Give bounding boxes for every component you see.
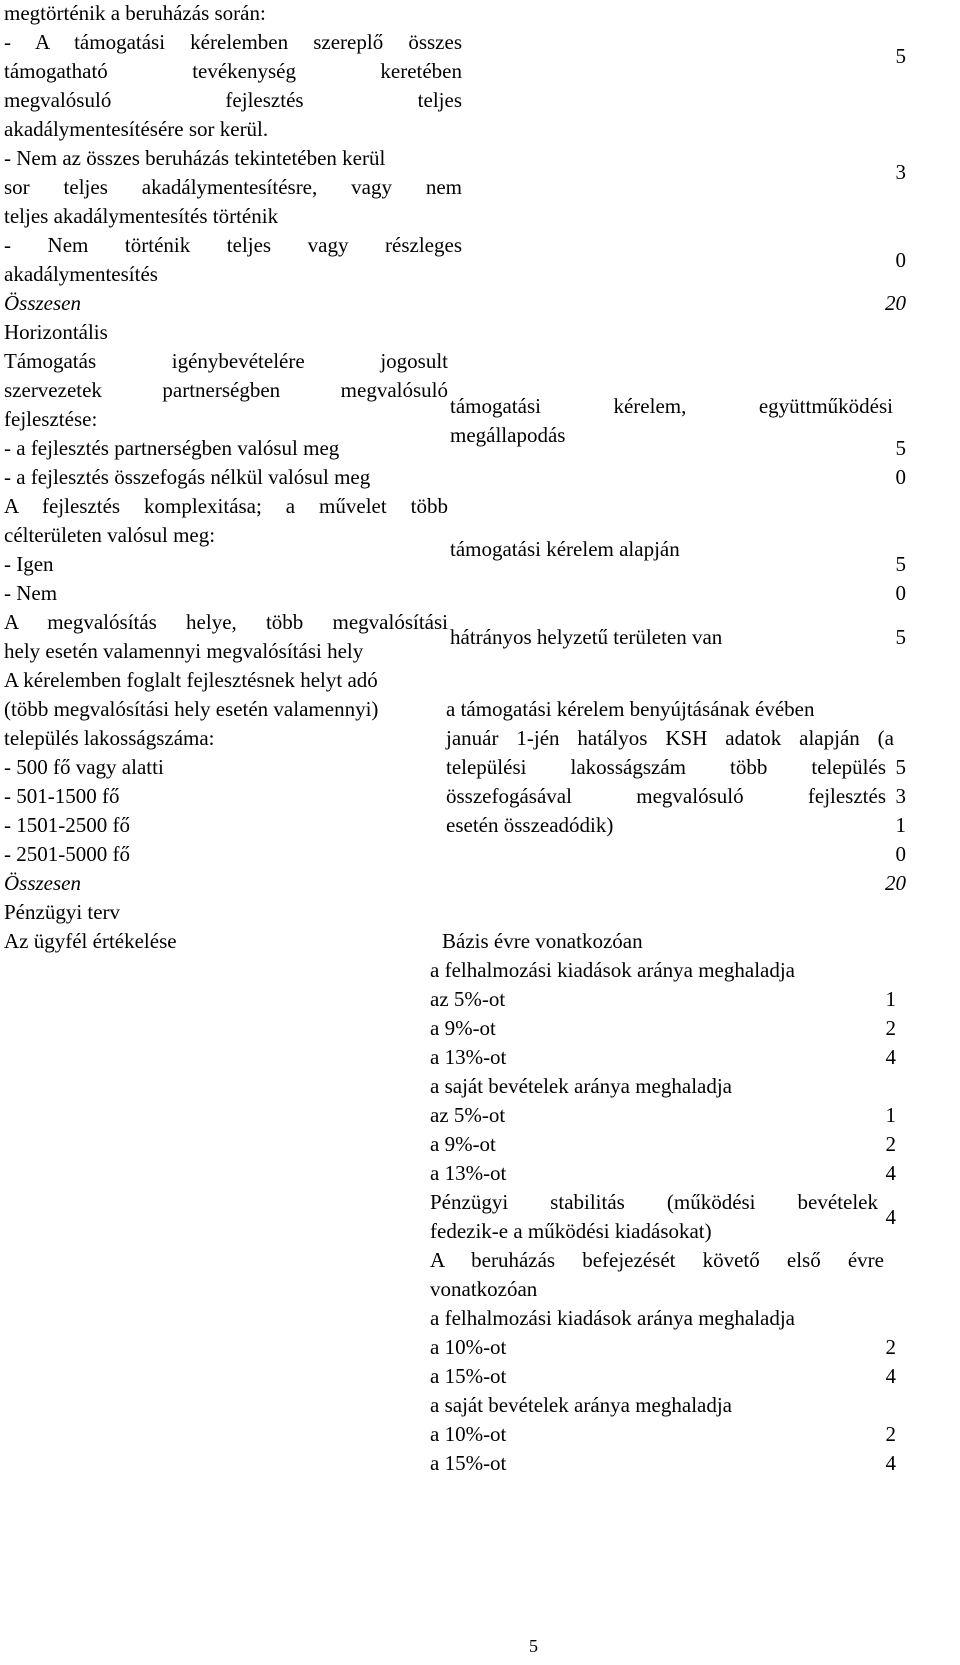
option-text: - 1501-2500 fő [4, 813, 130, 837]
option-text: - Nem [4, 581, 58, 605]
source-text: január 1-jén hatályos KSH adatok alapján (a [446, 726, 894, 750]
ratio-text: a saját bevételek aránya meghaladja [430, 1074, 732, 1098]
score: 4 [885, 1205, 896, 1229]
criterion-text: célterületen valósul meg: [4, 523, 216, 547]
score: 4 [885, 1364, 896, 1388]
score: 0 [895, 465, 906, 489]
score: 1 [885, 987, 896, 1011]
option-text: a 9%-ot [430, 1132, 496, 1156]
source-text: települési lakosságszám több település [446, 755, 886, 779]
option-text: akadálymentesítésére sor kerül. [4, 117, 269, 141]
criterion-text: fedezik-e a működési kiadásokat) [430, 1219, 712, 1243]
total-label: Összesen [4, 291, 81, 315]
score: 2 [885, 1335, 896, 1359]
option-text: - a fejlesztés partnerségben valósul meg [4, 436, 340, 460]
option-text: a 10%-ot [430, 1335, 507, 1359]
criterion-text: A kérelemben foglalt fejlesztésnek helyt adó [4, 668, 378, 692]
score: 1 [885, 1103, 896, 1127]
criterion-text: (több megvalósítási hely esetén valamennyi) [4, 697, 379, 721]
option-text: teljes akadálymentesítés történik [4, 204, 279, 228]
source-text: hátrányos helyzetű területen van [450, 625, 723, 649]
criterion-text: település lakosságszáma: [4, 726, 215, 750]
source-text: támogatási kérelem, együttműködési [450, 394, 893, 418]
score: 5 [895, 552, 906, 576]
option-text: a 15%-ot [430, 1451, 507, 1475]
option-text: a 13%-ot [430, 1045, 507, 1069]
option-text: a 15%-ot [430, 1364, 507, 1388]
option-text: az 5%-ot [430, 1103, 506, 1127]
score: 2 [885, 1132, 896, 1156]
option-text: az 5%-ot [430, 987, 506, 1011]
option-text: - Nem az összes beruházás tekintetében kerül [4, 146, 386, 170]
option-text: megvalósuló fejlesztés teljes [4, 88, 462, 112]
criterion-text: A fejlesztés komplexitása; a művelet több [4, 494, 448, 518]
option-text: - 501-1500 fő [4, 784, 120, 808]
option-text: támogatható tevékenység keretében [4, 59, 462, 83]
score: 3 [895, 784, 906, 808]
total-score: 20 [885, 291, 906, 315]
criterion-text: hely esetén valamennyi megvalósítási hely [4, 639, 364, 663]
criterion-text: Az ügyfél értékelése [4, 929, 177, 953]
sub-heading: vonatkozóan [430, 1277, 538, 1301]
option-text: - Igen [4, 552, 54, 576]
score: 2 [885, 1016, 896, 1040]
option-text: a 9%-ot [430, 1016, 496, 1040]
page-number: 5 [529, 1636, 538, 1656]
option-text: - a fejlesztés összefogás nélkül valósul meg [4, 465, 371, 489]
ratio-text: a felhalmozási kiadások aránya meghaladja [430, 1306, 795, 1330]
criterion-text: szervezetek partnerségben megvalósuló [4, 378, 448, 402]
option-text: a 10%-ot [430, 1422, 507, 1446]
score: 5 [895, 625, 906, 649]
score: 1 [895, 813, 906, 837]
sub-heading: Bázis évre vonatkozóan [442, 929, 643, 953]
score: 4 [885, 1045, 896, 1069]
ratio-text: a saját bevételek aránya meghaladja [430, 1393, 732, 1417]
total-score: 20 [885, 871, 906, 895]
criterion-text: Támogatás igénybevételére jogosult [4, 349, 448, 373]
option-text: - 2501-5000 fő [4, 842, 130, 866]
option-text: - 500 fő vagy alatti [4, 755, 164, 779]
score: 4 [885, 1451, 896, 1475]
source-text: megállapodás [450, 423, 566, 447]
option-text: - A támogatási kérelemben szereplő összes [4, 30, 462, 54]
section-heading: Horizontális [4, 320, 108, 344]
source-text: esetén összeadódik) [446, 813, 614, 837]
criterion-text: fejlesztése: [4, 407, 98, 431]
score: 0 [895, 842, 906, 866]
score: 3 [895, 160, 906, 184]
total-label: Összesen [4, 871, 81, 895]
score: 2 [885, 1422, 896, 1446]
score: 5 [895, 436, 906, 460]
option-text: sor teljes akadálymentesítésre, vagy nem [4, 175, 462, 199]
section-heading: Pénzügyi terv [4, 900, 121, 924]
score: 4 [885, 1161, 896, 1185]
score: 0 [895, 248, 906, 272]
source-text: összefogásával megvalósuló fejlesztés [446, 784, 886, 808]
intro-text: megtörténik a beruházás során: [4, 1, 266, 25]
source-text: támogatási kérelem alapján [450, 537, 680, 561]
criterion-text: A megvalósítás helye, több megvalósítási [4, 610, 448, 634]
score: 0 [895, 581, 906, 605]
option-text: akadálymentesítés [4, 262, 158, 286]
score: 5 [895, 755, 906, 779]
criterion-text: Pénzügyi stabilitás (működési bevételek [430, 1190, 878, 1214]
score: 5 [895, 44, 906, 68]
sub-heading: A beruházás befejezését követő első évre [430, 1248, 884, 1272]
ratio-text: a felhalmozási kiadások aránya meghaladja [430, 958, 795, 982]
source-text: a támogatási kérelem benyújtásának évében [446, 697, 815, 721]
option-text: - Nem történik teljes vagy részleges [4, 233, 462, 257]
option-text: a 13%-ot [430, 1161, 507, 1185]
